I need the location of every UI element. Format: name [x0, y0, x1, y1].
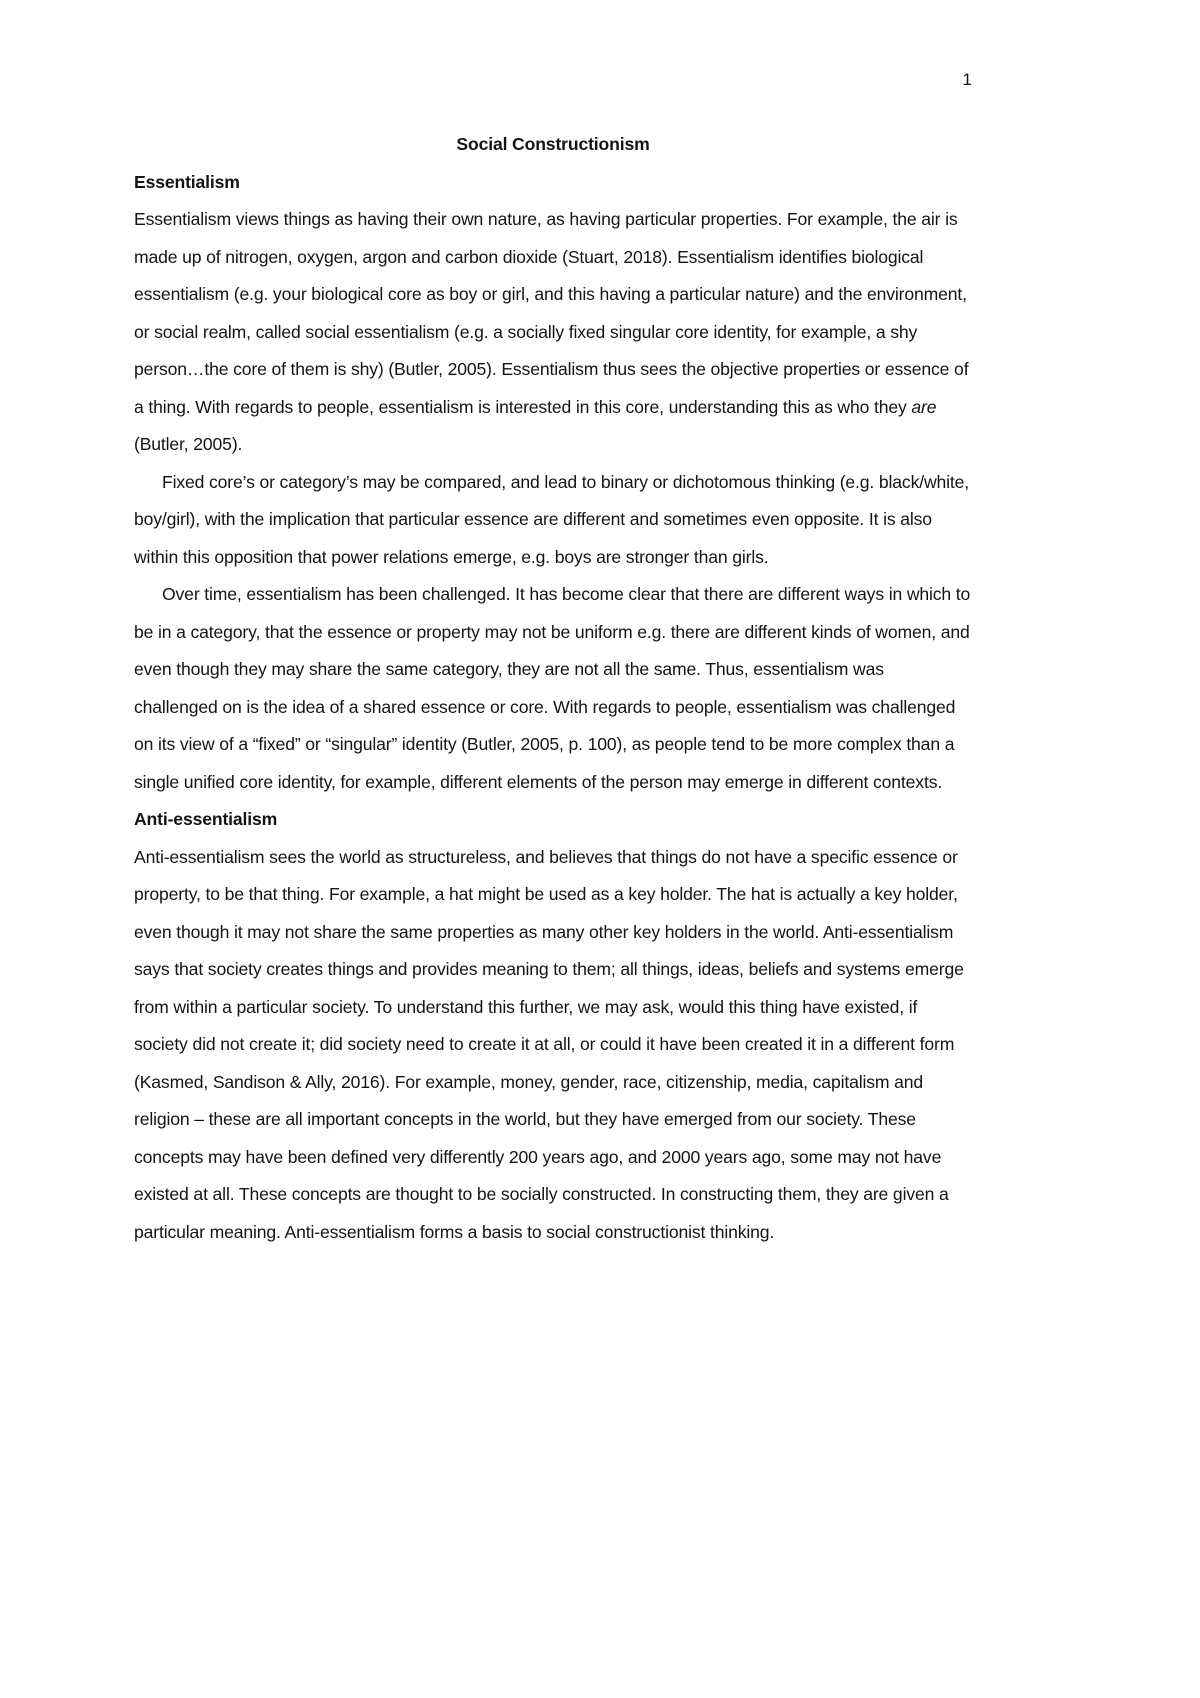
paragraph-text: Essentialism views things as having their own nature, as having particular properties. For example, the air is made up of nitrogen, oxygen, argon and carbon dioxide (Stuart, 2018). Essentialism identifies biological essentialism (e.g. your biological core as boy or girl, and this having a particular nature) and the environment, or social realm, called social essentialism (e.g. a socially fixed singular core identity, for example, a shy person…the core of them is shy) (Butler, 2005). Essentialism thus sees the objective properties or essence of a thing. With regards to people, essentialism is interested in this core, understanding this as who they: [134, 209, 969, 417]
section-heading-anti-essentialism: Anti-essentialism: [134, 809, 278, 829]
paragraph-anti-essentialism: Anti-essentialism sees the world as structureless, and believes that things do not have a specific essence or property, to be that thing. For example, a hat might be used as a key holder. The hat is actually a key holder, even though it may not share the same properties as many other key holders in the world. Anti-essentialism says that society creates things and provides meaning to them; all things, ideas, beliefs and systems emerge from within a particular society. To understand this further, we may ask, would this thing have existed, if society did not create it; did society need to create it at all, or could it have been created it in a different form (Kasmed, Sandison & Ally, 2016). For example, money, gender, race, citizenship, media, capitalism and religion – these are all important concepts in the world, but they have emerged from our society. These concepts may have been defined very differently 200 years ago, and 2000 years ago, some may not have existed at all. These concepts are thought to be socially constructed. In constructing them, they are given a particular meaning. Anti-essentialism forms a basis to social constructionist thinking.: [134, 846, 964, 1242]
document-body: [134, 126, 972, 1251]
document-title: Social Constructionism: [456, 134, 650, 154]
paragraph-essentialism-definition: [134, 201, 972, 464]
paragraph-essentialism-challenged: Over time, essentialism has been challenged. It has become clear that there are different ways in which to be in a category, that the essence or property may not be uniform e.g. there are different kinds of women, and even though they may share the same category, they are not all the same. Thus, essentialism was challenged on is the idea of a shared essence or core. With regards to people, essentialism was challenged on its view of a “fixed” or “singular” identity (Butler, 2005, p. 100), as people tend to be more complex than a single unified core identity, for example, different elements of the person may emerge in different contexts.: [134, 584, 971, 792]
italic-emphasis: are: [911, 396, 937, 417]
paragraph-fixed-cores: Fixed core’s or category’s may be compared, and lead to binary or dichotomous thinking (e.g. black/white, boy/girl), with the implication that particular essence are different and sometimes even opposite. It is also within this opposition that power relations emerge, e.g. boys are stronger than girls.: [134, 471, 970, 567]
section-heading-essentialism: Essentialism: [134, 171, 240, 192]
paragraph-text: (Butler, 2005).: [134, 434, 243, 454]
page-number: 1: [962, 70, 972, 89]
